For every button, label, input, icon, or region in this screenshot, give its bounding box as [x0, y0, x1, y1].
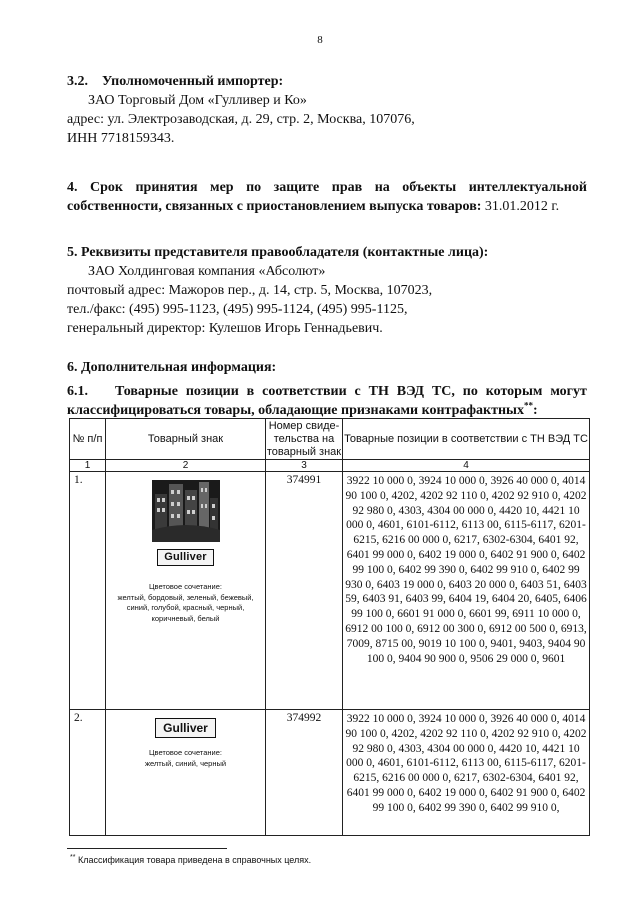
table-column-numbers-row	[70, 460, 590, 472]
column-number: 1	[70, 460, 106, 472]
table-header-row	[70, 419, 590, 460]
footnote	[70, 854, 311, 865]
subsection-heading-word: в	[246, 384, 255, 399]
term-heading-word: защите	[273, 180, 320, 195]
subsection-heading-word: позиции	[185, 384, 239, 399]
subsection-heading-word: по	[462, 384, 478, 399]
header-cell-trademark: Товарный знак	[106, 419, 266, 460]
color-combination-label: Цветовое сочетание:	[149, 748, 222, 757]
representative-address: почтовый адрес: Мажоров пер., д. 14, стр. 5, Москва, 107023,	[67, 283, 433, 298]
subsection-heading-words	[115, 382, 587, 401]
subsection-heading-word: ТН	[368, 384, 389, 399]
trademark-table	[69, 418, 590, 836]
importer-name: ЗАО Торговый Дом «Гулливер и Ко»	[88, 93, 307, 108]
footnote-reference-marker: **	[524, 400, 533, 411]
certificate-number: 374991	[266, 472, 343, 710]
representative-name: ЗАО Холдинговая компания «Абсолют»	[88, 264, 326, 279]
row-number: 2.	[70, 710, 106, 836]
column-number: 3	[266, 460, 343, 472]
term-heading-continuation: собственности, связанных с приостановлением выпуска товаров:	[67, 199, 482, 214]
column-number: 4	[343, 460, 590, 472]
row-number: 1.	[70, 472, 106, 710]
subsection-number: 6.1.	[67, 384, 88, 399]
trademark-cell	[106, 472, 266, 710]
header-cell-number: № п/п	[70, 419, 106, 460]
term-heading-word: интеллектуальной	[468, 180, 587, 195]
term-heading-word: 4.	[67, 180, 78, 195]
term-heading-word: прав	[331, 180, 363, 195]
importer-section	[67, 72, 587, 148]
page-number: 8	[317, 34, 323, 46]
subsection-heading-word: соответствии	[262, 384, 347, 399]
header-cell-codes: Товарные позиции в соответствии с ТН ВЭД ТС	[343, 419, 590, 460]
certificate-number: 374992	[266, 710, 343, 836]
term-heading-word: на	[374, 180, 390, 195]
footnote-separator	[67, 848, 227, 849]
representative-phones: тел./факс: (495) 995-1123, (495) 995-1124, (495) 995-1125,	[67, 302, 408, 317]
subsection-heading-colon: :	[533, 403, 538, 418]
gulliver-logo-badge: Gulliver	[157, 549, 214, 566]
representative-heading: 5. Реквизиты представителя правообладателя (контактные лица):	[67, 245, 489, 260]
color-combination-list: желтый, бордовый, зеленый, бежевый, синий, голубой, красный, черный, коричневый, белый	[117, 592, 254, 623]
subsection-heading-line	[67, 382, 587, 401]
column-number: 2	[106, 460, 266, 472]
term-heading-word: Срок	[90, 180, 123, 195]
term-date: 31.01.2012 г.	[484, 199, 560, 214]
importer-inn: ИНН 7718159343.	[67, 131, 175, 146]
additional-heading: 6. Дополнительная информация:	[67, 360, 277, 375]
subsection-heading-word: могут	[550, 384, 587, 399]
footnote-text: Классификация товара приведена в справочных целях.	[77, 855, 312, 865]
subsection-heading-word: ВЭД	[396, 384, 425, 399]
representative-director: генеральный директор: Кулешов Игорь Геннадьевич.	[67, 321, 383, 336]
color-combination-list: желтый, синий, черный	[144, 758, 227, 768]
term-heading-word: принятия	[135, 180, 198, 195]
subsection-heading-word: Товарные	[115, 384, 178, 399]
header-cell-certificate: Номер свиде-тельства на товарный знак	[266, 419, 342, 458]
importer-heading-number: 3.2.	[67, 74, 88, 89]
color-combination-label: Цветовое сочетание:	[149, 582, 222, 591]
commodity-codes: 3922 10 000 0, 3924 10 000 0, 3926 40 000 0, 4014 90 100 0, 4202, 4202 92 110 0, 4202 92 910 0, 4202 92 980 0, 4303, 4304 00 000 0, 4420 10, 4421 10 000 0, 4601, 6101-6112, 6113 00, 6115-6117, 6201-6215, 6216 00 000 0, 6217, 6302-6304, 6401 92, 6401 99 000 0, 6402 19 000 0, 6402 91 900 0, 6402 99 100 0, 6402 99 390 0, 6402 99 910 0, 6402 99 930 0, 6403 19 000 0, 6403 20 000 0, 6403 51, 6403 59, 6403 91, 6403 99, 6404 19, 6404 20, 6405, 6406 99 100 0, 6601 91 000 0, 6601 99, 6911 10 000 0, 6912 00 100 0, 6912 00 300 0, 6912 00 500 0, 6913, 7009, 8715 00, 9019 10 100 0, 9401, 9403, 9404 90 100 0, 9404 90 900 0, 9506 29 000 0, 9601	[343, 472, 590, 710]
subsection-heading-text: классифицироваться товары, обладающие признаками контрафактных	[67, 403, 524, 418]
term-heading-word: мер	[210, 180, 234, 195]
footnote-marker: **	[70, 854, 76, 861]
trademark-cell	[106, 710, 266, 836]
term-heading-line	[67, 178, 587, 197]
importer-heading	[67, 72, 587, 91]
gulliver-logo-badge: Gulliver	[155, 718, 216, 738]
importer-address: адрес: ул. Электрозаводская, д. 29, стр. 2, Москва, 107076,	[67, 112, 415, 127]
commodity-codes: 3922 10 000 0, 3924 10 000 0, 3926 40 000 0, 4014 90 100 0, 4202, 4202 92 110 0, 4202 92 910 0, 4202 92 980 0, 4303, 4304 00 000 0, 4420 10, 4421 10 000 0, 4601, 6101-6112, 6113 00, 6115-6117, 6201-6215, 6216 00 000 0, 6217, 6302-6304, 6401 92, 6401 99 000 0, 6402 19 000 0, 6402 91 900 0, 6402 99 100 0, 6402 99 390 0, 6402 99 910 0,	[343, 710, 590, 836]
subsection-heading-word: ТС,	[431, 384, 455, 399]
subsection-heading-word: с	[354, 384, 361, 399]
additional-section	[67, 358, 587, 420]
term-heading-word: объекты	[402, 180, 457, 195]
term-heading-word: по	[246, 180, 262, 195]
representative-section	[67, 243, 587, 338]
importer-heading-text: Уполномоченный импортер:	[102, 74, 284, 89]
term-line-2	[67, 197, 587, 216]
subsection-heading-word: которым	[485, 384, 543, 399]
gulliver-building-logo-image	[152, 480, 220, 542]
term-section	[67, 178, 587, 216]
table-row	[70, 710, 590, 836]
table-row	[70, 472, 590, 710]
